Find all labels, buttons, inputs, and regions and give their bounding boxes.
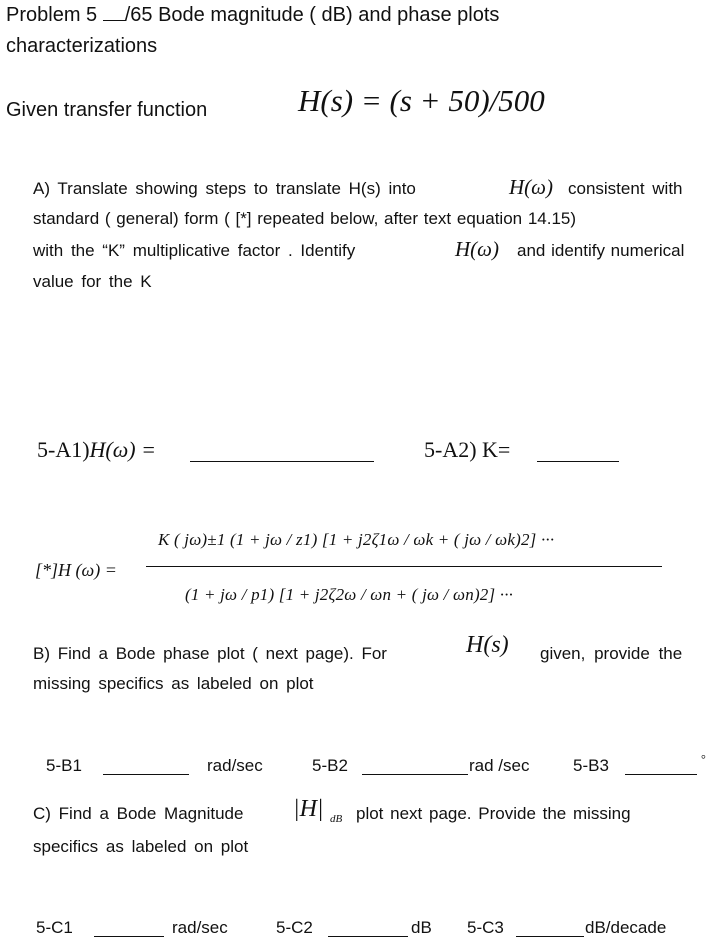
standard-form-label: [*]H (ω) = (35, 560, 117, 580)
b3-unit: ° (701, 752, 706, 766)
part-a-line4: value for the K (33, 272, 152, 291)
standard-form-denominator: (1 + jω / p1) [1 + j2ζ2ω / ωn + ( jω / ωn)2] ··· (185, 585, 514, 604)
fraction-bar (146, 566, 662, 567)
c3-unit: dB/decade (585, 918, 667, 937)
part-a-line3-math: H(ω) (455, 237, 499, 261)
part-a-line1-text: A) Translate showing steps to translate H(s) into (33, 179, 416, 198)
answer-a1 (37, 437, 156, 463)
part-b-line1-tail: given, provide the (540, 644, 683, 663)
given-label: Given transfer function (6, 99, 208, 121)
part-a-line1-math: H(ω) (509, 175, 553, 199)
part-b-line1: B) Find a Bode phase plot ( next page). For (33, 644, 387, 663)
c2-label: 5-C2 (276, 918, 313, 937)
b1-unit: rad/sec (207, 756, 263, 775)
part-a-line1-tail: consistent with (568, 179, 683, 198)
part-a-line3-tail: and identify numerical (517, 241, 685, 260)
answer-a2-blank (537, 461, 619, 462)
part-c-line2: specifics as labeled on plot (33, 837, 249, 856)
c1-unit: rad/sec (172, 918, 228, 937)
problem-title (6, 4, 499, 27)
c2-unit: dB (411, 918, 432, 937)
b2-blank (362, 774, 468, 775)
part-c-line1-tail: plot next page. Provide the missing (356, 804, 631, 823)
problem-prefix: Problem 5 (6, 4, 103, 26)
b3-label: 5-B3 (573, 756, 609, 775)
part-b-line2: missing specifics as labeled on plot (33, 674, 314, 693)
problem-subtitle: characterizations (6, 35, 158, 57)
c2-blank (328, 936, 408, 937)
part-b-line1-math: H(s) (466, 632, 509, 658)
given-equation: H(s) = (s + 50)/500 (298, 83, 545, 118)
answer-a1-blank (190, 461, 374, 462)
c3-blank (516, 936, 584, 937)
problem-heading: /65 Bode magnitude ( dB) and phase plots (124, 4, 500, 26)
answer-a2-label: 5-A2) K= (424, 437, 511, 462)
answer-a1-expression: H(ω) = (89, 437, 156, 462)
answer-a1-label: 5-A1) (37, 437, 90, 462)
part-a-line1 (33, 179, 416, 199)
b2-unit: rad /sec (469, 756, 530, 775)
part-a-line3: with the “K” multiplicative factor . Identify (33, 241, 356, 260)
part-a-line2: standard ( general) form ( [*] repeated below, after text equation 14.15) (33, 209, 577, 228)
part-c-line1: C) Find a Bode Magnitude (33, 804, 244, 823)
b1-label: 5-B1 (46, 756, 82, 775)
b1-blank (103, 774, 189, 775)
b3-blank (625, 774, 697, 775)
c1-label: 5-C1 (36, 918, 73, 937)
c1-blank (94, 936, 164, 937)
score-blank (103, 19, 125, 21)
part-c-line1-math: |H| (293, 796, 324, 822)
standard-form-numerator: K ( jω)±1 (1 + jω / z1) [1 + j2ζ1ω / ωk + ( jω / ωk)2] ··· (158, 530, 555, 549)
c3-label: 5-C3 (467, 918, 504, 937)
b2-label: 5-B2 (312, 756, 348, 775)
part-c-line1-sub: dB (330, 813, 343, 825)
